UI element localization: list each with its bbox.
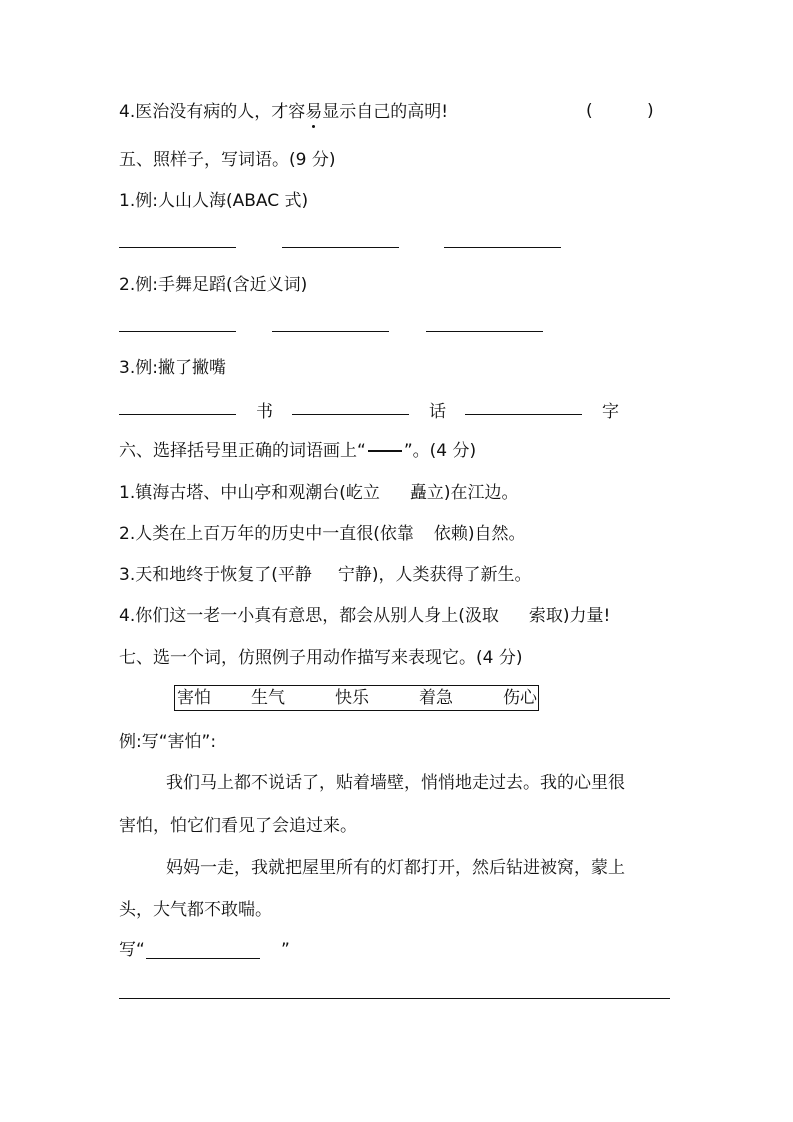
section-5-example-3: 3.例:撇了撇嘴 — [119, 358, 226, 378]
section-5-example-2: 2.例:手舞足蹈(含近义词) — [119, 275, 308, 295]
answer-blank[interactable] — [272, 331, 389, 332]
example-label: 例:写“害怕”: — [119, 732, 217, 752]
example-paragraph-1-line-2: 害怕，怕它们看见了会追过来。 — [119, 816, 357, 836]
answer-blank[interactable] — [119, 247, 236, 248]
answer-blank[interactable] — [119, 331, 236, 332]
example-paragraph-2-line-2: 头，大气都不敢喘。 — [119, 900, 272, 920]
answer-paren-open: ( — [586, 101, 593, 121]
section-6-item-1 — [119, 482, 519, 504]
section-7-title: 七、选一个词，仿照例子用动作描写来表现它。(4 分) — [119, 648, 523, 668]
section-6-title-after: ”。(4 分) — [403, 441, 477, 461]
word-option: 害怕 — [177, 688, 211, 708]
section-5-example-1: 1.例:人山人海(ABAC 式) — [119, 191, 309, 211]
example-paragraph-1-line-1: 我们马上都不说话了，贴着墙壁，悄悄地走过去。我的心里很 — [166, 773, 625, 793]
item-text-b: 索取)力量! — [528, 606, 611, 626]
question-4 — [119, 101, 448, 123]
example-paragraph-2-line-1: 妈妈一走，我就把屋里所有的灯都打开，然后钻进被窝，蒙上 — [166, 858, 625, 878]
section-6-item-4 — [119, 605, 610, 627]
section-6-title — [119, 440, 476, 462]
answer-blank[interactable] — [292, 414, 409, 415]
answer-blank[interactable] — [444, 247, 561, 248]
question-4-text-before: 4.医治没有病的人，才容 — [119, 102, 306, 122]
answer-blank[interactable] — [426, 331, 543, 332]
item-text-a: 2.人类在上百万年的历史中一直很(依靠 — [119, 524, 414, 544]
section-6-title-before: 六、选择括号里正确的词语画上“ — [119, 441, 366, 461]
word-option: 生气 — [251, 688, 285, 708]
section-5-title: 五、照样子，写词语。(9 分) — [119, 150, 336, 170]
answer-blank[interactable] — [119, 414, 236, 415]
word-option: 着急 — [419, 688, 453, 708]
write-prompt-open: 写“ — [119, 940, 145, 960]
fill-word-zi: 字 — [602, 402, 619, 422]
answer-paren-close: ) — [647, 101, 654, 121]
underline-mark — [368, 450, 402, 452]
write-prompt-close: ” — [281, 940, 290, 960]
writing-answer-line[interactable] — [119, 998, 670, 999]
item-text-b: 矗立)在江边。 — [409, 483, 519, 503]
answer-blank[interactable] — [465, 414, 582, 415]
section-6-item-2 — [119, 523, 526, 545]
item-text-b: 依赖)自然。 — [433, 524, 526, 544]
section-6-item-3 — [119, 564, 532, 586]
item-text-a: 4.你们这一老一小真有意思，都会从别人身上(汲取 — [119, 606, 499, 626]
word-option: 快乐 — [335, 688, 369, 708]
fill-word-shu: 书 — [256, 402, 273, 422]
word-choice-box — [174, 685, 539, 711]
word-answer-blank[interactable] — [146, 958, 260, 959]
answer-blank[interactable] — [282, 247, 399, 248]
fill-word-hua: 话 — [429, 402, 446, 422]
emphasis-dotted-char: 易 — [305, 102, 323, 122]
word-option: 伤心 — [503, 688, 537, 708]
item-text-b: 宁静)，人类获得了新生。 — [337, 565, 532, 585]
item-text-a: 1.镇海古塔、中山亭和观潮台(屹立 — [119, 483, 380, 503]
question-4-text-after: 显示自己的高明! — [322, 102, 449, 122]
item-text-a: 3.天和地终于恢复了(平静 — [119, 565, 312, 585]
